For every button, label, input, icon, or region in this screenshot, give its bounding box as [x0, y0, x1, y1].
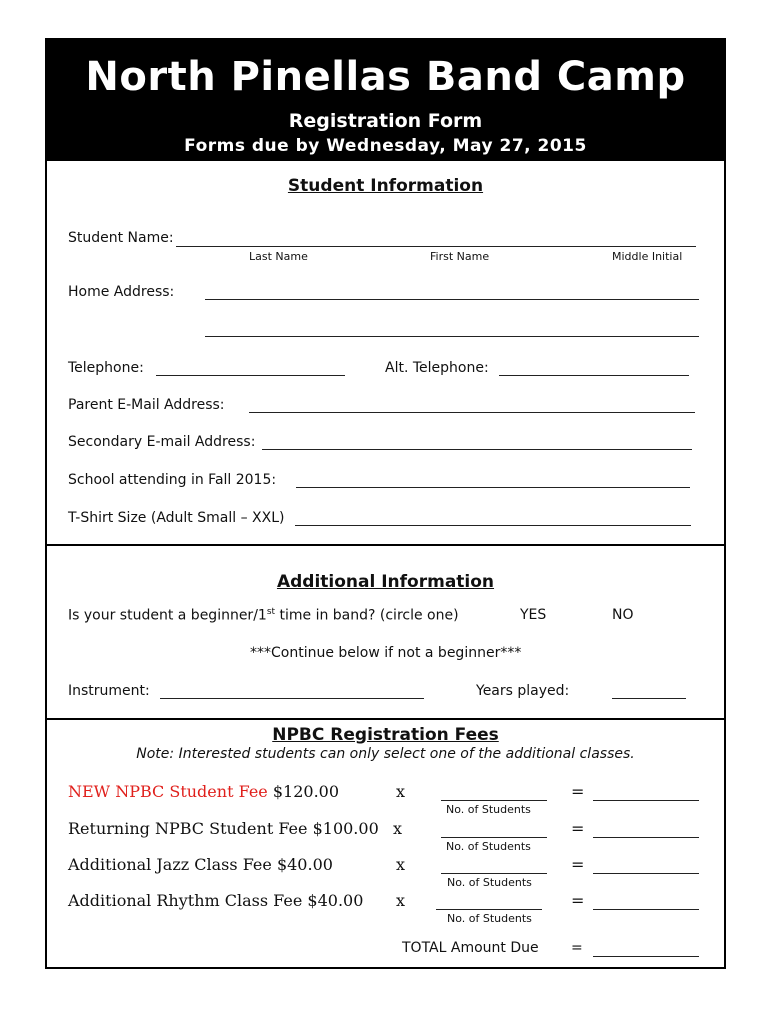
returning-student-fee: Returning NPBC Student Fee $100.00 — [68, 819, 379, 838]
students-caption: No. of Students — [446, 840, 531, 853]
instrument-label: Instrument: — [68, 683, 150, 699]
parent-email-line[interactable] — [249, 412, 695, 413]
secondary-email-line[interactable] — [262, 449, 692, 450]
student-name-line[interactable] — [176, 246, 696, 247]
rhythm-count-line[interactable] — [436, 909, 542, 910]
returning-count-line[interactable] — [441, 837, 547, 838]
telephone-label: Telephone: — [68, 360, 144, 376]
secondary-email-label: Secondary E-mail Address: — [68, 434, 256, 450]
alt-telephone-line[interactable] — [499, 375, 689, 376]
section-divider — [45, 718, 726, 720]
students-caption: No. of Students — [446, 803, 531, 816]
school-line[interactable] — [296, 487, 690, 488]
years-played-line[interactable] — [612, 698, 686, 699]
times-symbol: x — [396, 855, 406, 874]
home-address-label: Home Address: — [68, 284, 175, 300]
yes-option[interactable]: YES — [520, 607, 547, 623]
new-student-total-line[interactable] — [593, 800, 699, 801]
parent-email-label: Parent E-Mail Address: — [68, 397, 225, 413]
equals-symbol: = — [571, 819, 585, 838]
times-symbol: x — [393, 819, 403, 838]
students-caption: No. of Students — [447, 912, 532, 925]
form-header — [45, 38, 726, 161]
equals-symbol: = — [571, 940, 583, 956]
telephone-line[interactable] — [156, 375, 345, 376]
tshirt-label: T-Shirt Size (Adult Small – XXL) — [68, 510, 285, 526]
section-divider — [45, 544, 726, 546]
students-caption: No. of Students — [447, 876, 532, 889]
years-played-label: Years played: — [476, 683, 570, 699]
continue-note: ***Continue below if not a beginner*** — [250, 645, 522, 661]
new-student-fee: NEW NPBC Student Fee $120.00 — [68, 782, 340, 801]
tshirt-line[interactable] — [295, 525, 691, 526]
rhythm-total-line[interactable] — [593, 909, 699, 910]
equals-symbol: = — [571, 891, 585, 910]
last-name-caption: Last Name — [249, 250, 308, 263]
student-heading: Student Information — [287, 176, 484, 196]
no-option[interactable]: NO — [612, 607, 634, 623]
form-title: North Pinellas Band Camp — [85, 54, 686, 100]
equals-symbol: = — [571, 782, 585, 801]
alt-telephone-label: Alt. Telephone: — [385, 360, 489, 376]
middle-initial-caption: Middle Initial — [612, 250, 683, 263]
returning-total-line[interactable] — [593, 837, 699, 838]
fees-heading: NPBC Registration Fees — [272, 725, 499, 745]
home-address-line-1[interactable] — [205, 299, 699, 300]
jazz-class-fee: Additional Jazz Class Fee $40.00 — [68, 855, 333, 874]
student-name-label: Student Name: — [68, 230, 174, 246]
equals-symbol: = — [571, 855, 585, 874]
due-date: Forms due by Wednesday, May 27, 2015 — [184, 136, 587, 156]
first-name-caption: First Name — [430, 250, 490, 263]
home-address-line-2[interactable] — [205, 336, 699, 337]
additional-heading: Additional Information — [276, 572, 495, 592]
form-subtitle: Registration Form — [288, 110, 483, 132]
jazz-total-line[interactable] — [593, 873, 699, 874]
jazz-count-line[interactable] — [441, 873, 547, 874]
times-symbol: x — [396, 782, 406, 801]
rhythm-class-fee: Additional Rhythm Class Fee $40.00 — [68, 891, 364, 910]
total-label: TOTAL Amount Due — [402, 940, 539, 956]
new-student-count-line[interactable] — [441, 800, 547, 801]
beginner-question: Is your student a beginner/1st time in band? (circle one) — [68, 607, 459, 624]
fees-note: Note: Interested students can only select one of the additional classes. — [136, 746, 635, 762]
school-label: School attending in Fall 2015: — [68, 472, 277, 488]
times-symbol: x — [396, 891, 406, 910]
instrument-line[interactable] — [160, 698, 424, 699]
total-amount-line[interactable] — [593, 956, 699, 957]
